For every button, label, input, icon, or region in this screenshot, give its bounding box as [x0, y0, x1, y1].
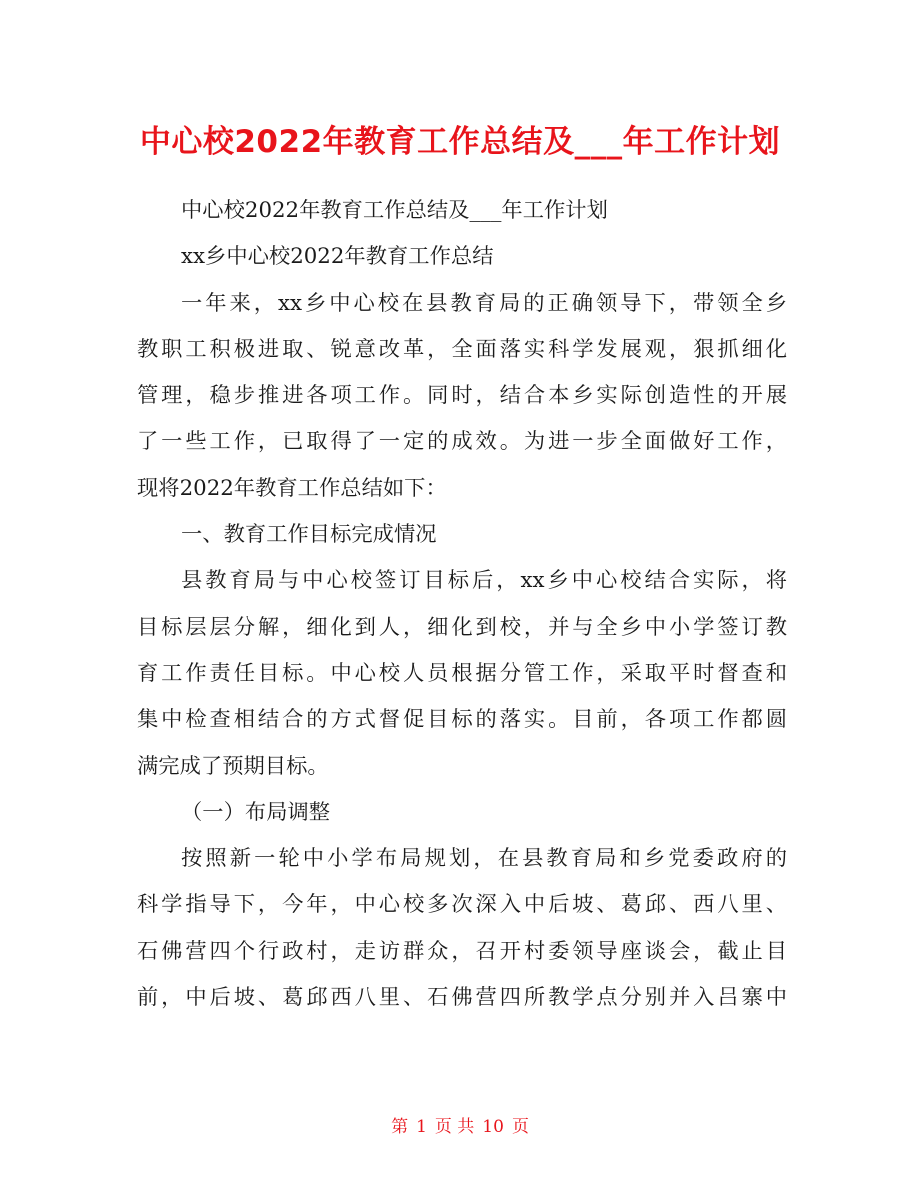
paragraph-line: 一年来，xx乡中心校在县教育局的正确领导下，带领全乡 — [181, 290, 787, 316]
footer-total-pages: 10 — [482, 1117, 504, 1137]
paragraph-line: 石佛营四个行政村，走访群众，召开村委领导座谈会，截止目 — [137, 938, 787, 964]
document-body — [137, 188, 787, 1021]
paragraph-line: 现将2022年教育工作总结如下： — [137, 475, 447, 501]
paragraph-line: xx乡中心校2022年教育工作总结 — [181, 244, 494, 270]
footer-label-of: 页 共 — [434, 1117, 475, 1137]
paragraph-line: 育工作责任目标。中心校人员根据分管工作，采取平时督查和 — [137, 660, 787, 686]
paragraph-line: 教职工积极进取、锐意改革，全面落实科学发展观，狠抓细化 — [137, 336, 787, 362]
paragraph-line: 按照新一轮中小学布局规划，在县教育局和乡党委政府的 — [181, 846, 787, 872]
paragraph-line: 了一些工作，已取得了一定的成效。为进一步全面做好工作， — [137, 429, 787, 455]
footer-label-end: 页 — [511, 1117, 529, 1137]
section-heading: 一、教育工作目标完成情况 — [181, 522, 437, 548]
paragraph-line: 满完成了预期目标。 — [137, 753, 329, 779]
paragraph-line: 科学指导下，今年，中心校多次深入中后坡、葛邱、西八里、 — [137, 892, 787, 918]
paragraph-line: 管理，稳步推进各项工作。同时，结合本乡实际创造性的开展 — [137, 383, 787, 409]
paragraph-line: 集中检查相结合的方式督促目标的落实。目前，各项工作都圆 — [137, 707, 787, 733]
paragraph-line: 县教育局与中心校签订目标后，xx乡中心校结合实际，将 — [181, 568, 787, 594]
page-footer — [0, 1112, 920, 1137]
footer-label-page: 第 — [391, 1117, 409, 1137]
paragraph-line: 中心校2022年教育工作总结及___年工作计划 — [181, 198, 608, 223]
footer-current-page: 1 — [416, 1117, 427, 1137]
paragraph-line: 前，中后坡、葛邱西八里、石佛营四所教学点分别并入吕寨中 — [137, 985, 787, 1011]
subsection-heading: （一）布局调整 — [181, 799, 331, 825]
paragraph-line: 目标层层分解，细化到人，细化到校，并与全乡中小学签订教 — [137, 614, 787, 640]
document-title: 中心校2022年教育工作总结及___年工作计划 — [139, 124, 781, 160]
